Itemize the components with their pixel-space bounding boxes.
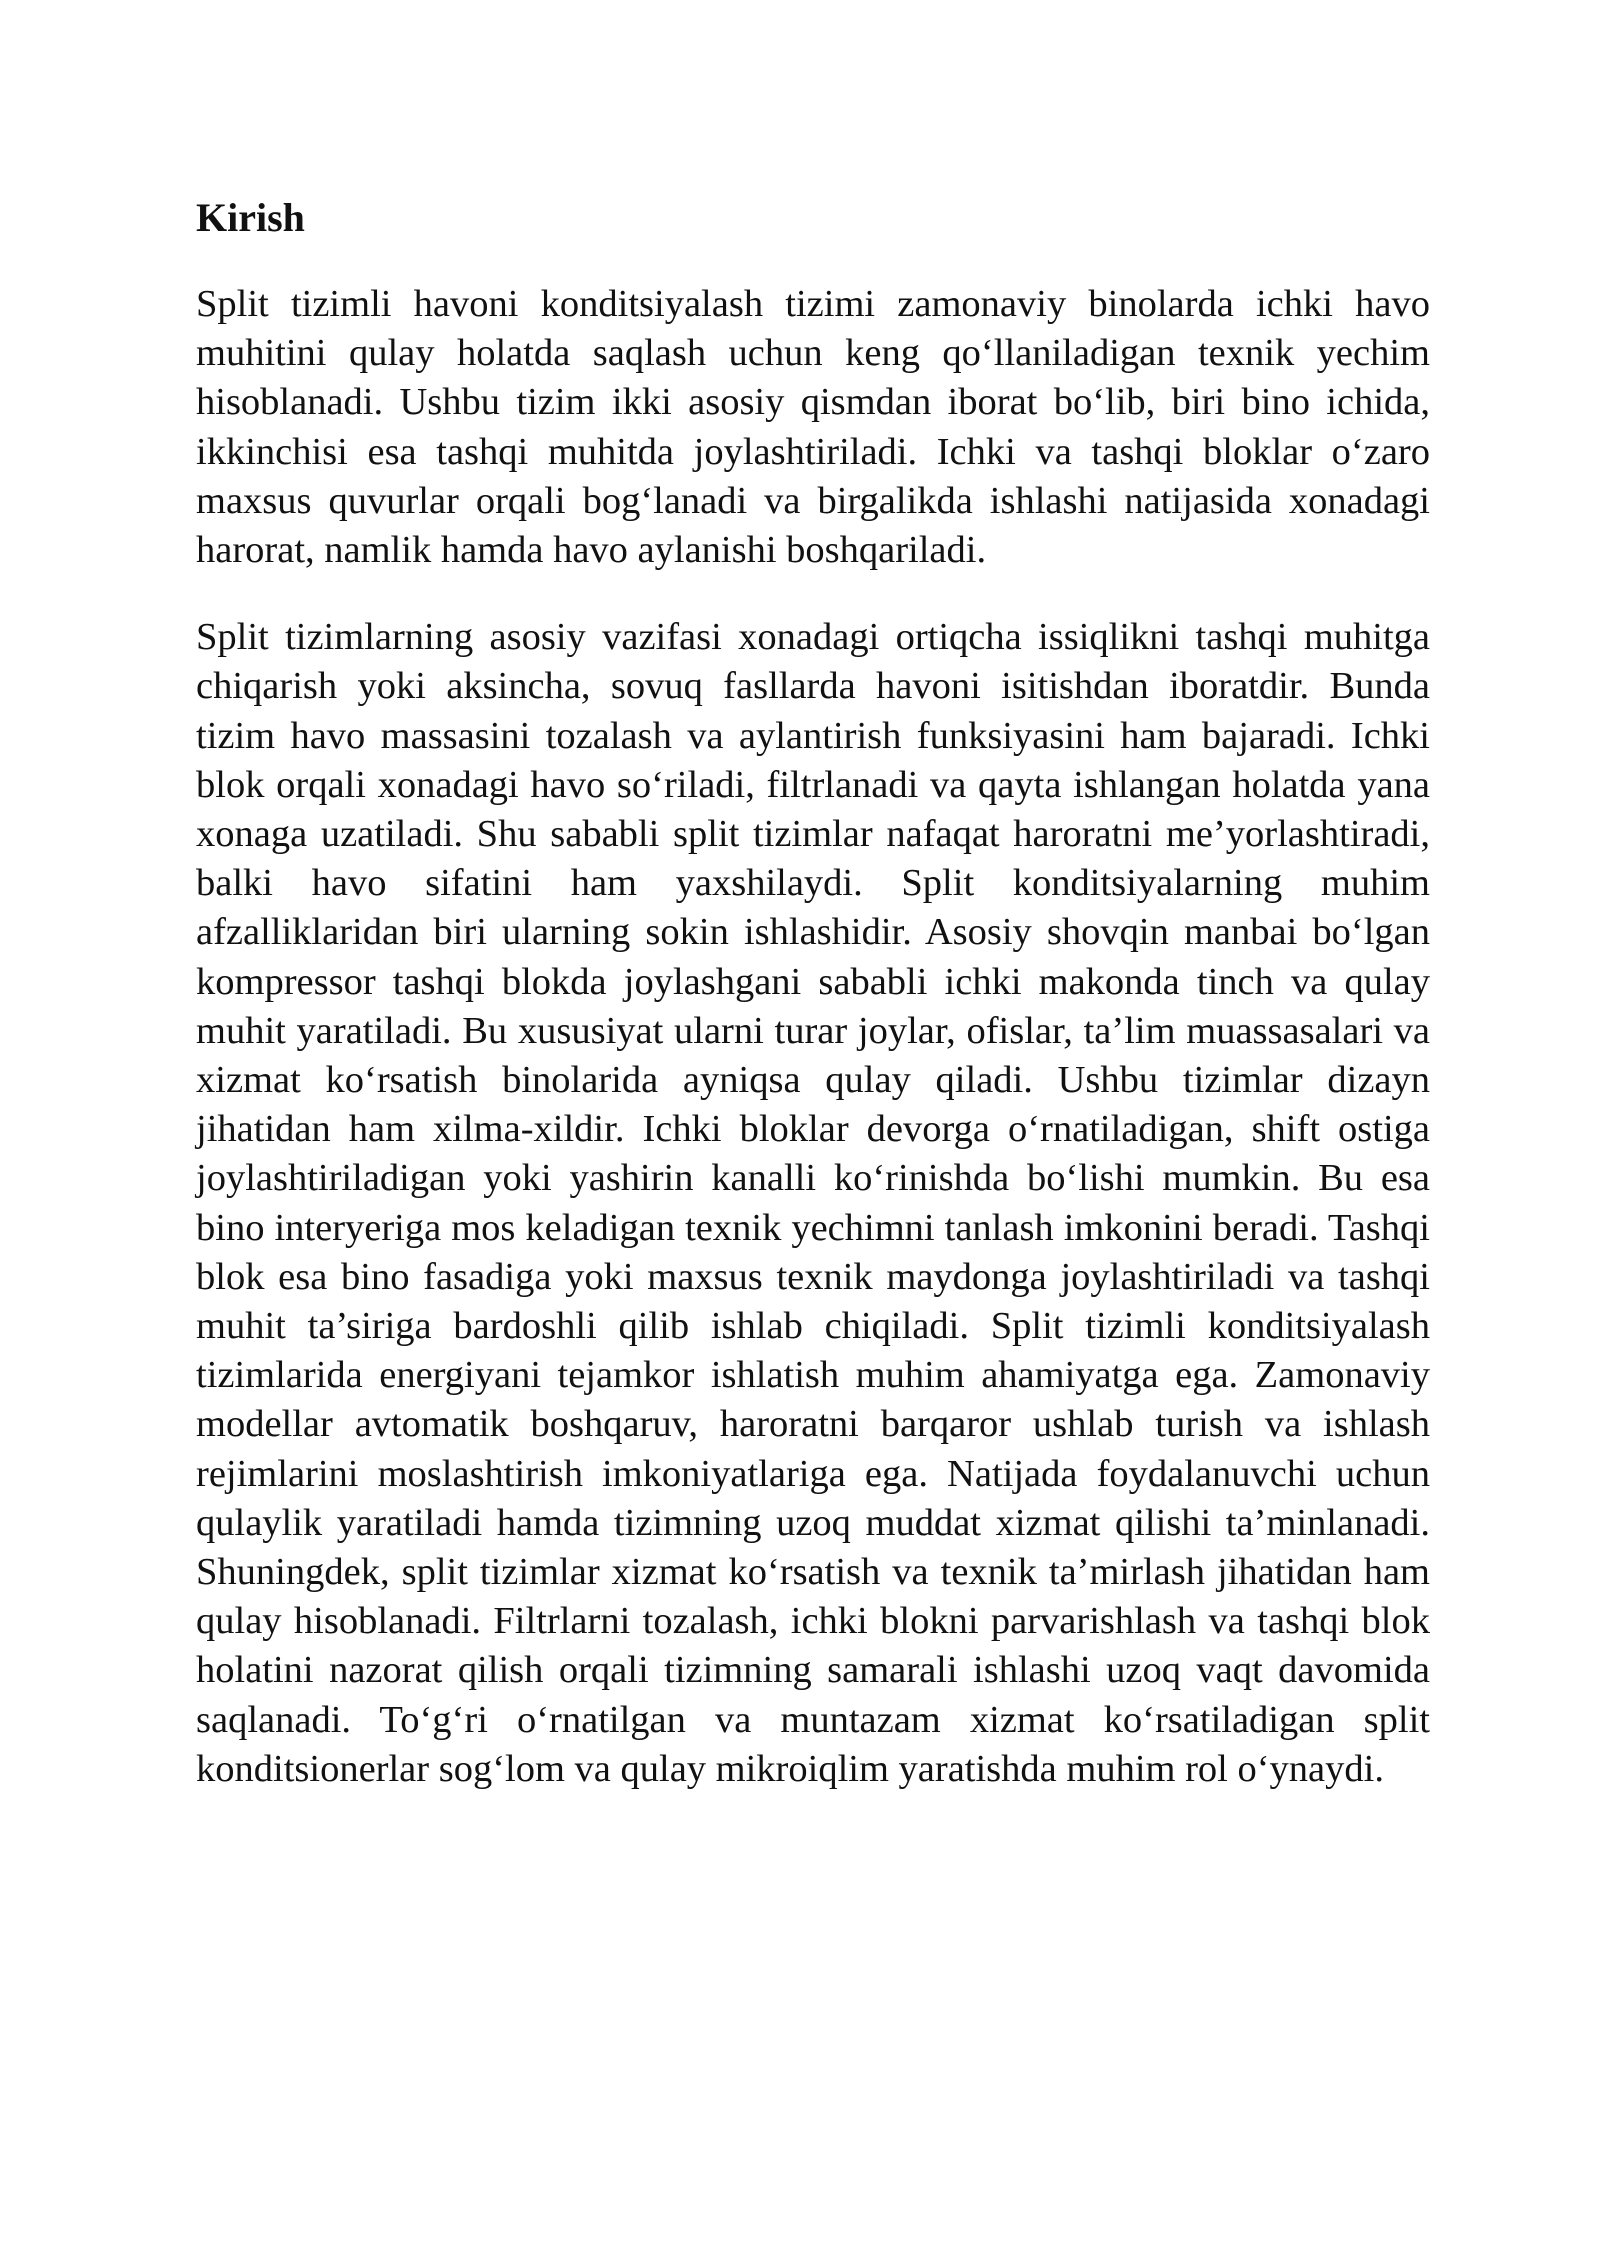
paragraph-intro: Split tizimli havoni konditsiyalash tizimi zamonaviy binolarda ichki havo muhitini qulay holatda saqlash uchun keng qo‘llaniladigan texnik yechim hisoblanadi. Ushbu tizim ikki asosiy qismdan iborat bo‘lib, biri bino ichida, ikkinchisi esa tashqi muhitda joylashtiriladi. Ichki va tashqi bloklar o‘zaro maxsus quvurlar orqali bog‘lanadi va birgalikda ishlashi natijasida xonadagi harorat, namlik hamda havo aylanishi boshqariladi. <box>196 283 1430 572</box>
paragraph-main: Split tizimlarning asosiy vazifasi xonadagi ortiqcha issiqlikni tashqi muhitga chiqarish yoki aksincha, sovuq fasllarda havoni isitishdan iboratdir. Bunda tizim havo massasini tozalash va aylantirish funksiyasini ham bajaradi. Ichki blok orqali xonadagi havo so‘riladi, filtrlanadi va qayta ishlangan holatda yana xonaga uzatiladi. Shu sababli split tizimlar nafaqat haroratni me’yorlashtiradi, balki havo sifatini ham yaxshilaydi. Split konditsiyalarning muhim afzalliklaridan biri ularning sokin ishlashidir. Asosiy shovqin manbai bo‘lgan kompressor tashqi blokda joylashgani sababli ichki makonda tinch va qulay muhit yaratiladi. Bu xususiyat ularni turar joylar, ofislar, ta’lim muassasalari va xizmat ko‘rsatish binolarida ayniqsa qulay qiladi. Ushbu tizimlar dizayn jihatidan ham xilma-xildir. Ichki bloklar devorga o‘rnatiladigan, shift ostiga joylashtiriladigan yoki yashirin kanalli ko‘rinishda bo‘lishi mumkin. Bu esa bino interyeriga mos keladigan texnik yechimni tanlash imkonini beradi. Tashqi blok esa bino fasadiga yoki maxsus texnik maydonga joylashtiriladi va tashqi muhit ta’siriga bardoshli qilib ishlab chiqiladi. Split tizimli konditsiyalash tizimlarida energiyani tejamkor ishlatish muhim ahamiyatga ega. Zamonaviy modellar avtomatik boshqaruv, haroratni barqaror ushlab turish va ishlash rejimlarini moslashtirish imkoniyatlariga ega. Natijada foydalanuvchi uchun qulaylik yaratiladi hamda tizimning uzoq muddat xizmat qilishi ta’minlanadi. Shuningdek, split tizimlar xizmat ko‘rsatish va texnik ta’mirlash jihatidan ham qulay hisoblanadi. Filtrlarni tozalash, ichki blokni parvarishlash va tashqi blok holatini nazorat qilish orqali tizimning samarali ishlashi uzoq vaqt davomida saqlanadi. To‘g‘ri o‘rnatilgan va muntazam xizmat ko‘rsatiladigan split konditsionerlar sog‘lom va qulay mikroiqlim yaratishda muhim rol o‘ynaydi. <box>196 616 1430 1790</box>
section-heading: Kirish <box>196 195 305 240</box>
document-body <box>196 190 1430 1832</box>
